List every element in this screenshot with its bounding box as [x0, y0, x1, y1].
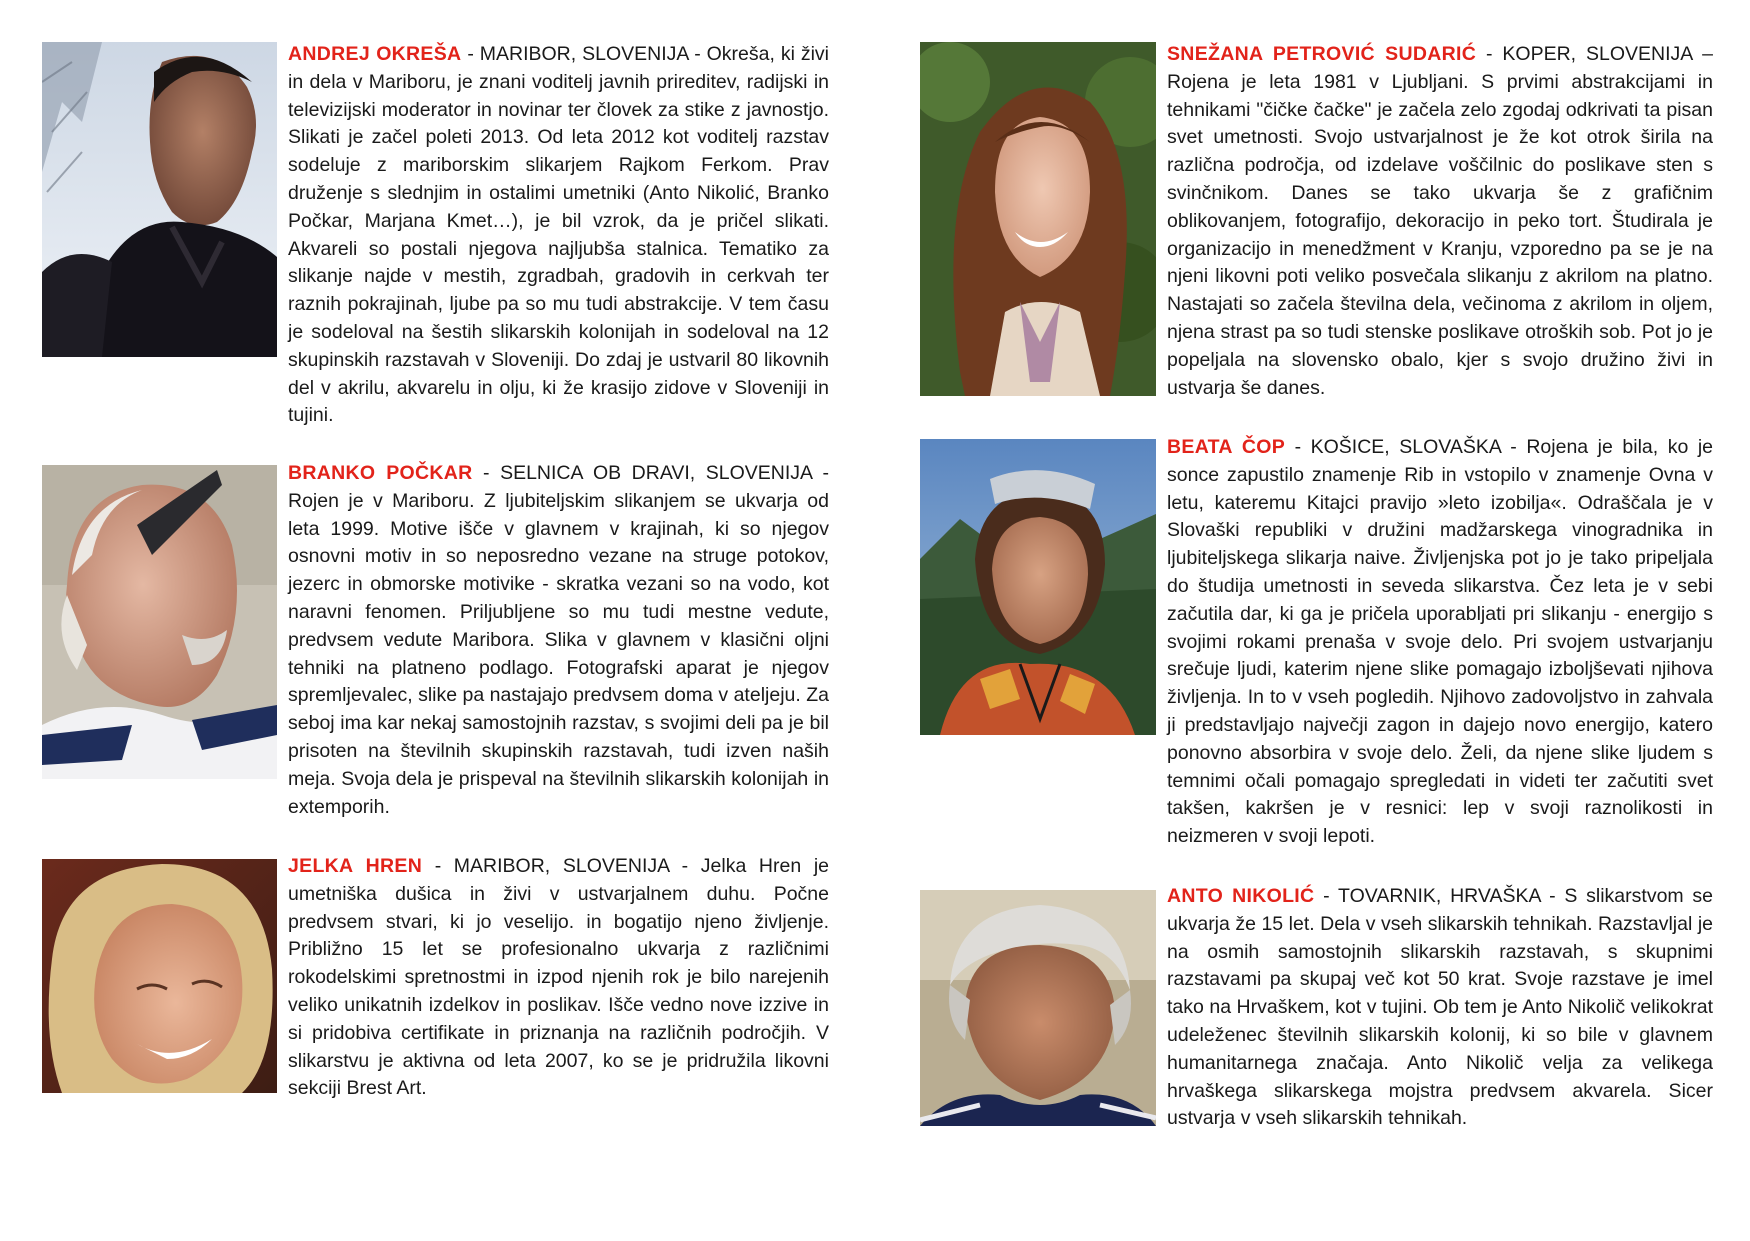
- artist-text-pockar: [288, 460, 829, 821]
- artist-description: Rojen je v Mariboru. Z ljubiteljskim slikanjem se ukvarja od leta 1999. Motive išče v glavnem v krajinah, ki so njegov osnovni motiv in so neposredno vezane na struge potokov, jezerc in obmorske motivike - skratka vezani so na vodo, kot naravni fenomen. Priljubljene so mu tudi mestne vedute, predvsem vedute Maribora. Slika v glavnem v klasični oljni tehniki na platneno podlago. Fotografski aparat je njegov spremljevalec, slike pa nastajajo predvsem doma v ateljeju. Za seboj ima kar nekaj samostojnih razstav, s svojimi deli pa je bil prisoten na številnih skupinskih razstavah, tudi izven naših meja. Svoja dela je prispeval na številnih slikarskih kolonijah in extemporih.: [288, 489, 829, 818]
- artist-location: - MARIBOR, SLOVENIJA -: [422, 855, 701, 877]
- artist-description: Okreša, ki živi in dela v Mariboru, je znani voditelj javnih prireditev, radijski in televizijski moderator in novinar ter človek za stike z javnostjo. Slikati je začel poleti 2013. Od leta 2012 kot voditelj razstav sodeluje z mariborskim slikarjem Rajkom Ferkom. Prav druženje s slednjim in ostalimi umetniki (Anto Nikolić, Branko Počkar, Marjana Kmet…), je bil vzrok, da je pričel slikati. Akvareli so postali njegova najljubša stalnica. Tematiko za slikanje najde v mestih, zgradbah, gradovih in cerkvah ter raznih pokrajinah, ljube pa so mu tudi abstrakcije. V tem času je sodeloval na šestih slikarskih kolonijah in sodeloval na 12 skupinskih razstavah v Sloveniji. Do zdaj je ustvaril 80 likovnih del v akrilu, akvarelu in olju, ki že krasijo zidove v Sloveniji in tujini.: [288, 43, 829, 427]
- portrait-man-dark-jacket: [42, 42, 277, 357]
- artist-name: ANTO NIKOLIĆ: [1167, 885, 1315, 907]
- artist-location: - KOPER, SLOVENIJA –: [1476, 43, 1713, 65]
- artist-photo-petrovic-sudaric: [920, 42, 1156, 396]
- artist-location: - KOŠICE, SLOVAŠKA -: [1285, 436, 1527, 458]
- artist-name: ANDREJ OKREŠA: [288, 43, 462, 65]
- artist-name: JELKA HREN: [288, 855, 423, 877]
- artist-photo-pockar: [42, 465, 277, 779]
- artist-name: BRANKO POČKAR: [288, 462, 473, 484]
- artist-name: BEATA ČOP: [1167, 436, 1286, 458]
- artist-description: S slikarstvom se ukvarja že 15 let. Dela v vseh slikarskih tehnikah. Razstavljal je na osmih samostojnih slikarskih razstavah, s skupnimi razstavami pa skupaj več kot 50 krat. Svoje razstave je imel tako na Hrvaškem, kot v tujini. Ob tem je Anto Nikolič velikokrat udeleženec številnih slikarskih kolonij, ki so bile v glavnem humanitarnega značaja. Anto Nikolič velja za velikega hrvaškega slikarskega mojstra predvsem akvarela. Sicer ustvarja v vseh slikarskih tehnikah.: [1167, 885, 1713, 1130]
- portrait-grey-haired-man: [920, 890, 1156, 1126]
- artist-description: Rojena je bila, ko je sonce zapustilo znamenje Rib in vstopilo v znamenje Ovna v letu, kateremu Kitajci pravijo »leto izobilja«. Odraščala je v Slovaški republiki v družini madžarskega vinogradnika in ljubiteljskega slikarja naive. Življenjska pot jo je tako pripeljala do študija umetnosti in seveda slikarstva. Čez leta je v sebi začutila dar, ki ga je pričela uporabljati pri slikanju - energijo s svojimi rokami prenaša v svoje delo. Pri svojem ustvarjanju srečuje ljudi, katerim njene slike pomagajo izboljševati njihova življenja. In to v vseh pogledih. Njihovo zadovoljstvo in zahvala ji predstavljajo največji zagon in dajejo novo energijo, katero ponovno absorbira v svoje delo. Želi, da njene slike ljudem s temnimi očali pomagajo spregledati in videti ter začutiti svet takšen, kakršen je v resnici: lep v svoji raznolikosti in neizmeren v svoji lepoti.: [1167, 436, 1713, 848]
- artist-text-hren: [288, 853, 829, 1103]
- artist-text-nikolic: [1167, 883, 1713, 1133]
- portrait-young-woman-brown-hair: [920, 42, 1156, 396]
- artist-photo-okresa: [42, 42, 277, 357]
- artist-text-cop: [1167, 434, 1713, 851]
- portrait-older-man-sunglasses: [42, 465, 277, 779]
- artist-description: Rojena je leta 1981 v Ljubljani. S prvimi abstrakcijami in tehnikami "čičke čačke" je začela zelo zgodaj odkrivati ta pisan svet umetnosti. Svojo ustvarjalnost je že kot otrok širila na različna področja, od izdelave voščilnic do poslikave sten s svinčnikom. Danes se tako ukvarja še z grafičnim oblikovanjem, fotografijo, dekoracijo in peko tort. Študirala je organizacijo in menedžment v Kranju, vzporedno pa se je na njeni likovni poti veliko posvečala slikanju z akrilom na platno. Nastajati so začela številna dela, večinoma z akrilom in oljem, njena strast pa so tudi stenske poslikave otroških sob. Pot jo je popeljala na slovensko obalo, kjer s svojo družino živi in ustvarja še danes.: [1167, 70, 1713, 399]
- artist-location: - TOVARNIK, HRVAŠKA -: [1314, 885, 1565, 907]
- artist-photo-nikolic: [920, 890, 1156, 1126]
- artist-photo-cop: [920, 439, 1156, 735]
- portrait-blonde-woman: [42, 859, 277, 1093]
- artist-name: SNEŽANA PETROVIĆ SUDARIĆ: [1167, 43, 1477, 65]
- artist-photo-hren: [42, 859, 277, 1093]
- artist-text-okresa: [288, 41, 829, 430]
- artist-text-petrovic-sudaric: [1167, 41, 1713, 402]
- portrait-woman-mountains: [920, 439, 1156, 735]
- artist-description: Jelka Hren je umetniška dušica in živi v ustvarjalnem duhu. Počne predvsem stvari, ki jo veselijo. in bogatijo njeno življenje. Približno 15 let se profesionalno ukvarja z različnimi rokodelskimi spretnostmi in izpod njenih rok je bilo narejenih veliko unikatnih izdelkov in poslikav. Išče vedno nove izzive in si pridobiva certifikate in priznanja na različnih področjih. V slikarstvu je aktivna od leta 2007, ko se je pridružila likovni sekciji Brest Art.: [288, 855, 829, 1100]
- artist-location: - MARIBOR, SLOVENIJA -: [461, 43, 707, 65]
- artist-location: - SELNICA OB DRAVI, SLOVENIJA -: [472, 462, 829, 484]
